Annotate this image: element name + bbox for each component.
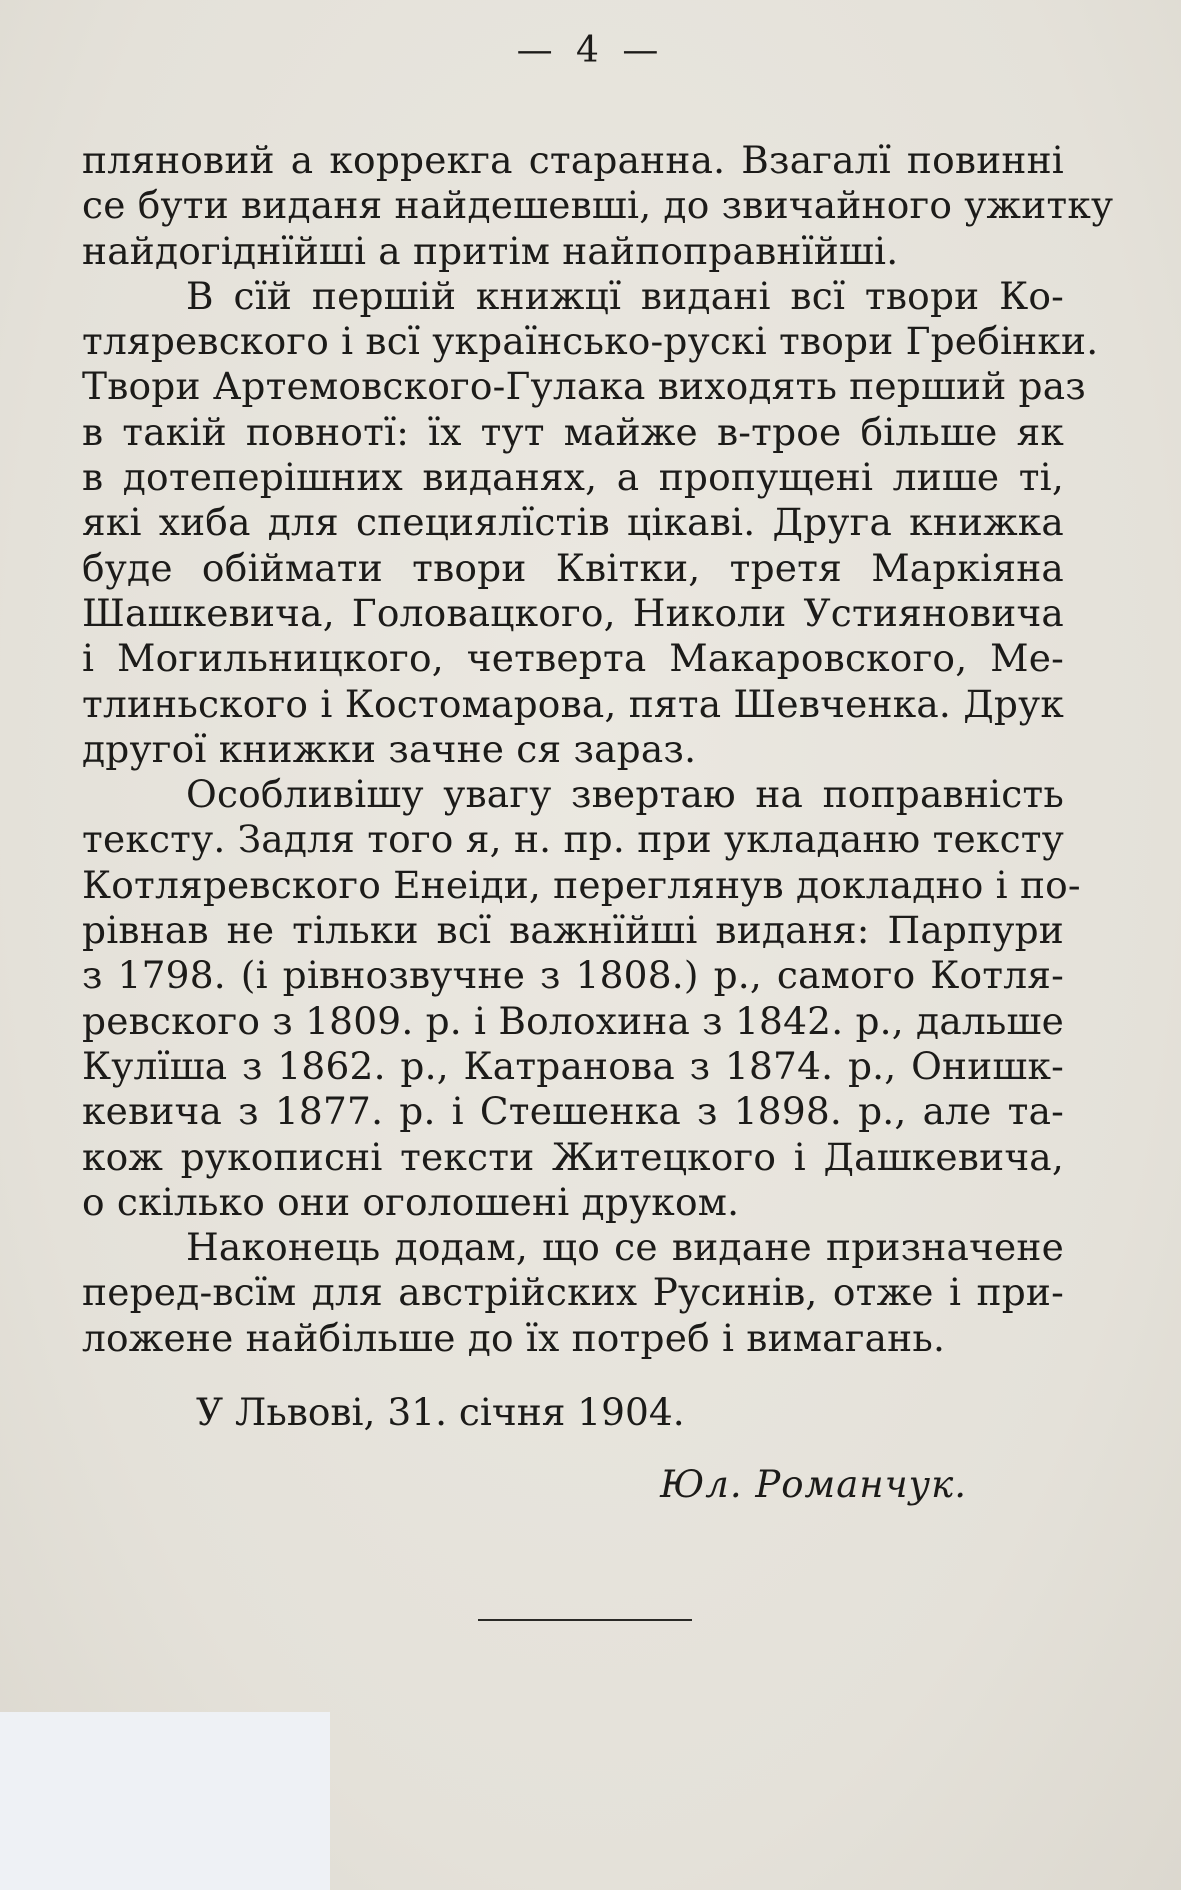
- text-line: кевича з 1877. р. і Стешенка з 1898. р., але та-: [82, 1089, 1064, 1134]
- text-line: в такій повнотї: їх тут майже в-трое більше як: [82, 409, 1064, 454]
- text-line: тлиньского і Костомарова, пята Шевченка. Друк: [82, 681, 1064, 726]
- paragraph-audience: [82, 1225, 1064, 1361]
- text-line: Котляревского Енеіди, переглянув докладно і по-: [82, 862, 1081, 907]
- dateline: У Львові, 31. січня 1904.: [196, 1390, 685, 1434]
- text-line: о скілько они оголошені друком.: [82, 1179, 740, 1224]
- text-line: Особливішу увагу звертаю на поправність: [186, 772, 1064, 817]
- paragraph-continuation: [82, 138, 1114, 274]
- text-line: які хиба для специялїстів цікаві. Друга книжка: [82, 500, 1064, 545]
- text-line: найдогіднїйші а притім найпоправнїйші.: [82, 228, 899, 273]
- text-line: тексту. Задля того я, н. пр. при укладаню тексту: [82, 817, 1064, 862]
- text-line: буде обіймати твори Квітки, третя Маркіяна: [82, 545, 1064, 590]
- paragraph-text-accuracy: [82, 772, 1081, 1225]
- text-line: Шашкевича, Головацкого, Николи Устияновича: [82, 590, 1064, 635]
- text-line: рівнав не тільки всї важнїйші виданя: Парпури: [82, 908, 1064, 953]
- text-line: кож рукописні тексти Житецкого і Дашкевича,: [82, 1134, 1064, 1179]
- text-line: Твори Артемовского-Гулака виходять перший раз: [82, 364, 1086, 409]
- text-line: і Могильницкого, четверта Макаровского, Ме-: [82, 636, 1064, 681]
- body-text: [82, 138, 1114, 1361]
- text-line: ревского з 1809. р. і Волохина з 1842. р., дальше: [82, 998, 1064, 1043]
- text-line: Кулїша з 1862. р., Катранова з 1874. р., Онишк-: [82, 1043, 1064, 1088]
- scan-artifact: [0, 1712, 330, 1890]
- closing-rule: [478, 1619, 692, 1621]
- text-line: перед-всїм для австрійских Русинів, отже і при-: [82, 1270, 1064, 1315]
- text-line: пляновий а коррекгa старанна. Взагалї повинні: [82, 138, 1064, 182]
- text-line: Наконець додам, що се видане призначене: [186, 1225, 1064, 1270]
- paragraph-contents: [82, 273, 1099, 772]
- text-line: В сїй першій книжцї видані всї твори Ко-: [186, 273, 1064, 318]
- text-line: се бути виданя найдешевші, до звичайного ужитку: [82, 183, 1114, 228]
- text-line: в дотеперішних виданях, а пропущені лише ті,: [82, 455, 1064, 500]
- text-line: з 1798. (і рівнозвучне з 1808.) р., самого Котля-: [82, 953, 1064, 998]
- text-line: тляревского і всї українсько-рускі твори Гребінки.: [82, 319, 1099, 364]
- text-line: другої книжки зачне ся зараз.: [82, 726, 697, 771]
- page-number: — 4 —: [516, 30, 665, 71]
- text-line: ложене найбільше до їх потреб і вимагань.: [82, 1315, 946, 1360]
- signature: Юл. Романчук.: [660, 1463, 967, 1506]
